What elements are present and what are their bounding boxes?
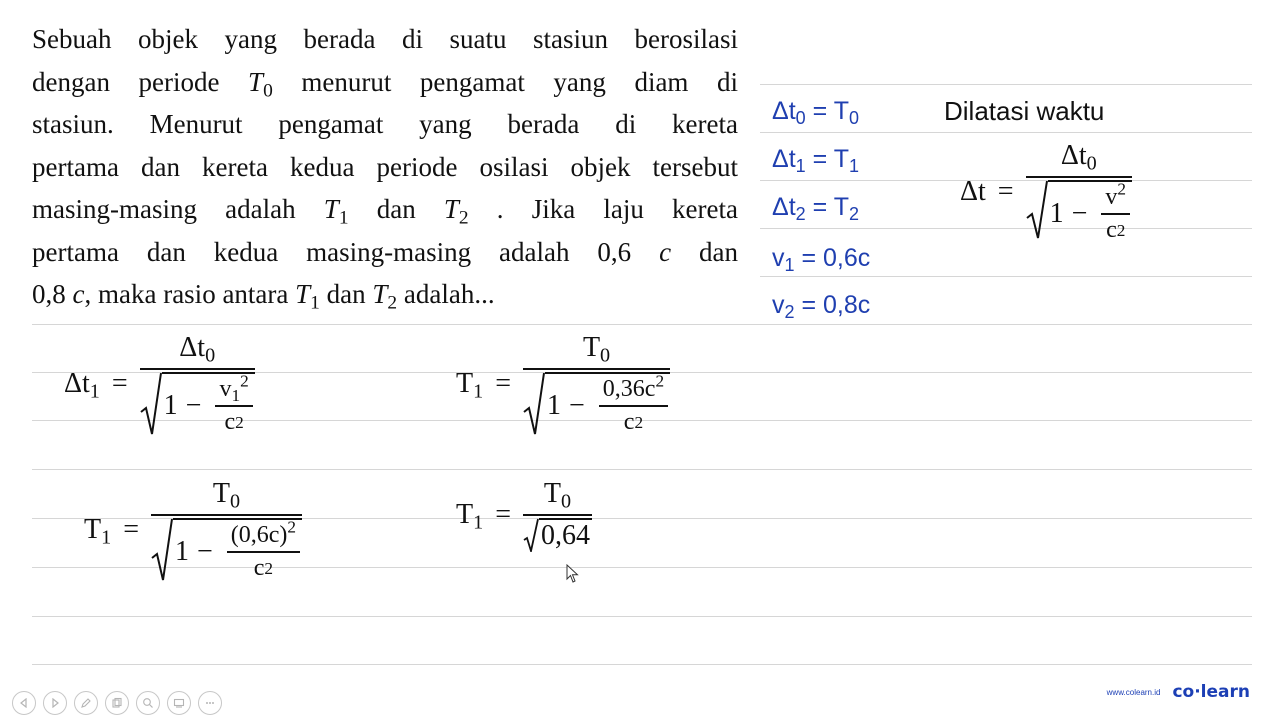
pen-icon[interactable] — [74, 691, 98, 715]
rule-line — [760, 132, 1252, 133]
screen-icon[interactable] — [167, 691, 191, 715]
sqrt-sign: 1 − $v^2$ c 2 — [1026, 180, 1132, 244]
rule-line — [32, 469, 1252, 470]
rule-line — [760, 276, 1252, 277]
brand-logo: co·learn — [1172, 682, 1250, 702]
problem-line: dengan periode $T_0$ menurut pengamat yang diam di — [32, 66, 738, 101]
dilation-formula: Δt = $\Delta t_0$ 1 − $v^2$ c 2 — [960, 140, 1132, 244]
problem-line: Sebuah objek yang berada di suatu stasiun berosilasi — [32, 24, 738, 54]
known-dt2: $\Delta t_2 = T_2$ — [772, 193, 860, 225]
rule-line — [760, 84, 1252, 85]
formula-title: Dilatasi waktu — [944, 96, 1105, 126]
rule-line — [32, 616, 1252, 617]
next-icon[interactable] — [43, 691, 67, 715]
problem-line: stasiun. Menurut pengamat yang berada di kereta — [32, 109, 738, 139]
copy-icon[interactable] — [105, 691, 129, 715]
formula-fraction: $\Delta t_0$ 1 − $v^2$ c 2 — [1026, 140, 1132, 244]
known-v1: $v_1 = 0,6c$ — [772, 244, 871, 276]
problem-statement — [32, 18, 738, 316]
sqrt-sign: 0,64 — [523, 518, 592, 552]
rule-line — [32, 324, 1252, 325]
brand — [1107, 682, 1250, 702]
prev-icon[interactable] — [12, 691, 36, 715]
known-dt1: $\Delta t_1 = T_1$ — [772, 145, 860, 177]
problem-line: pertama dan kereta kedua periode osilasi objek tersebut — [32, 151, 738, 182]
step-2-equation: $T_1$ = $T_0$ 1 − $0,36c^2$ c 2 — [456, 332, 670, 436]
step-1-equation: $\Delta t_1$ = $\Delta t_0$ 1 − $v_1^2$ c 2 — [64, 332, 255, 436]
zoom-icon[interactable] — [136, 691, 160, 715]
cursor-icon — [566, 564, 580, 584]
sqrt-sign: 1 − $0,36c^2$ c 2 — [523, 372, 670, 436]
more-icon[interactable] — [198, 691, 222, 715]
step-3-equation: $T_1$ = $T_0$ 1 − $(0,6c)^2$ c 2 — [84, 478, 302, 582]
sqrt-sign: 1 − $(0,6c)^2$ c 2 — [151, 518, 302, 582]
known-dt0: $\Delta t_0 = T_0$ — [772, 97, 860, 129]
problem-line: masing-masing adalah $T_1$ dan $T_2$ . Jika laju kereta — [32, 194, 738, 229]
player-toolbar — [12, 691, 222, 715]
problem-line: pertama dan kedua masing-masing adalah 0,6 c dan — [32, 236, 738, 267]
rule-line — [32, 664, 1252, 665]
step-4-equation: $T_1$ = $\frac{T_0}{0,64}$ — [456, 478, 590, 551]
brand-url[interactable]: www.colearn.id — [1106, 687, 1161, 697]
sqrt-sign: 1 − $v_1^2$ c 2 — [140, 372, 255, 436]
known-v2: $v_2 = 0,8c$ — [772, 291, 871, 323]
problem-line: 0,8 c, maka rasio antara $T_1$ dan $T_2$ adalah... — [32, 279, 495, 314]
